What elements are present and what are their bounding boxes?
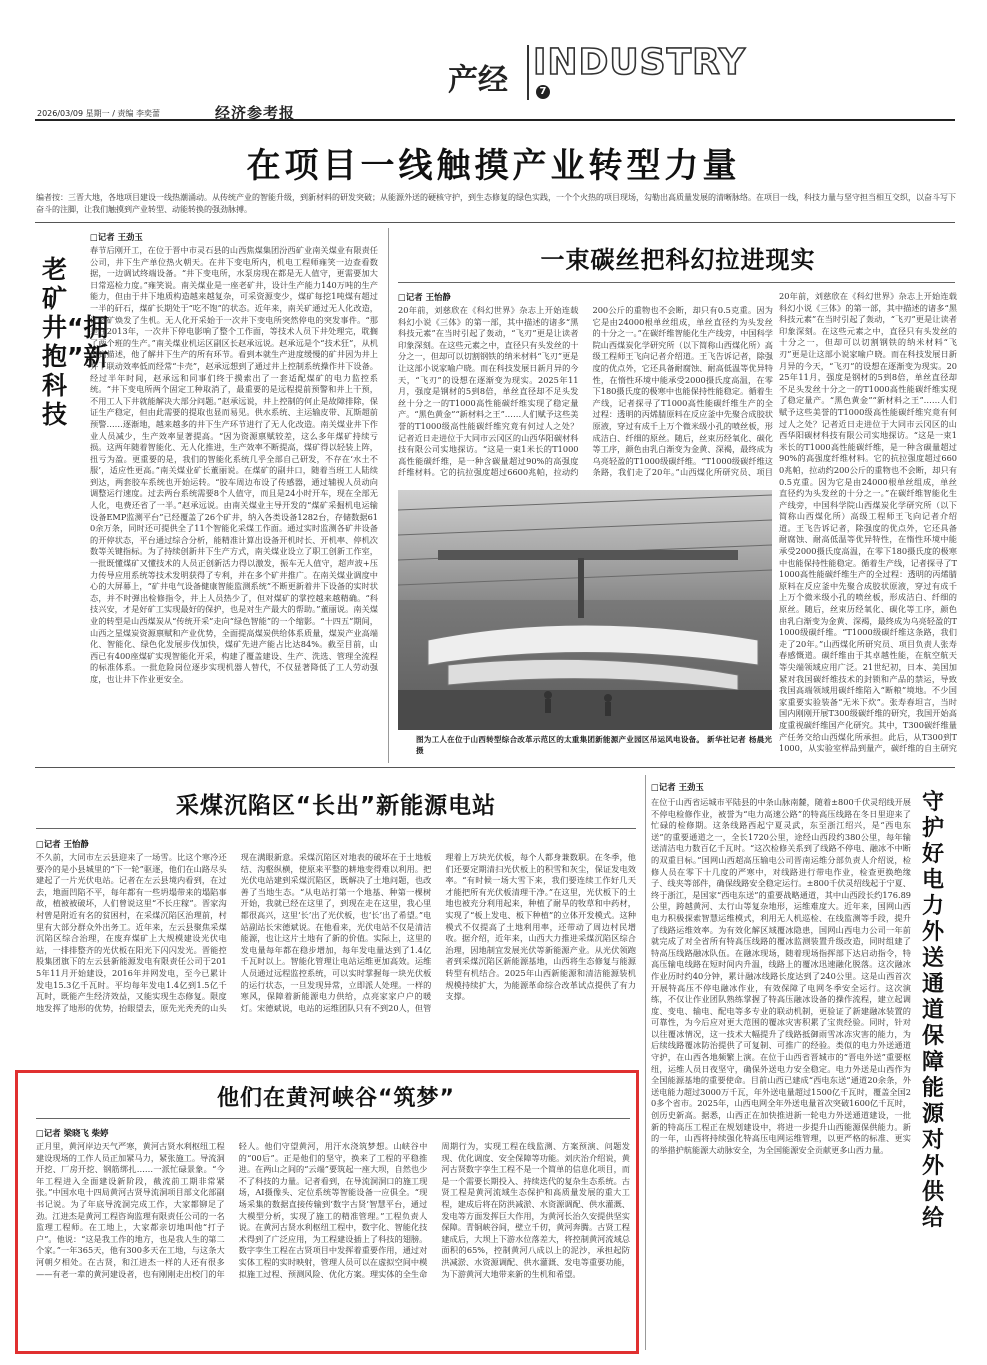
yellowriver-title-rule — [36, 1118, 630, 1119]
article-carbon-title: 一束碳丝把科幻拉进现实 — [540, 246, 816, 274]
article-solar-body: 不久前，大同市左云县迎来了一场雪。比这个寒冷还要冷的是小县城里的“下一轮”驱逐，他们在山路尽头建起了一片光伏电站。记者在左云县境内看到，在过去，地面凹陷不平，每年都有一些坍塌带来的塌陷事故，植被被破坏，人们曾说这里“不长庄稼”。晋家沟村曾是附近有名的贫困村，在采煤沉陷区治理前，村里有大部分群众外出务工。近年来，左云县聚焦采煤沉陷区综合治理，在废弃煤矿上大规模建设光伏电站，一排排整齐的光伏板在阳光下闪闪发光。晋能控股集团旗下的左云县新能源发电有限责任公司于2015年11月开始建设，2016年并网发电，至今已累计发电15.3亿千瓦时。平均每年发电1.4亿到1.5亿千瓦时，既能产生经济效益，又能实现生态修复。限度地发挥了地形的优势，抬眼望去，原先光秃秃的山头现在满眼新意。采煤沉陷区对地表的破坏在于土地板结、沟壑纵横，使原来平整的耕地变得难以利用。把光伏电站建到采煤沉陷区，既解决了土地问题，也改善了当地生态。“从电站打第一个地基、种第一棵树开始，我就已经在这里了，到现在走在这里，我心里都很高兴，这里‘长’出了光伏板，也‘长’出了希望。”电站副站长宋德斌说。在他看来，光伏电站不仅是清洁能源，也让这片土地有了新的价值。实际上，这里的发电量每年都在稳步增加，每年发电量达到了1.4亿千瓦时以上。智能化管理让电站运维更加高效。运维人员通过远程监控系统，可以实时掌握每一块光伏板的运行状态，一旦发现异常，立即派人处理。一样的寒风，保障着新能源电力供给，点亮家家户户的暖灯。宋德斌说，电站的运维团队只有不到20人，但管理着上万块光伏板，每个人都身兼数职。在冬季，他们还要定期清扫光伏板上的积雪和灰尘，保证发电效率。“有时候一场大雪下来，我们要连续工作好几天才能把所有光伏板清理干净。”在这里，光伏板下的土地也被充分利用起来，种植了耐旱的牧草和中药材，实现了“板上发电、板下种植”的立体开发模式。这种模式不仅提高了土地利用率，还带动了周边村民增收。据介绍，近年来，山西大力推进采煤沉陷区综合治理，因地制宜发展光伏等新能源产业。从光伏领跑者到采煤沉陷区新能源基地，山西将生态修复与能源转型有机结合。2025年山西新能源和清洁能源装机规模持续扩大，为能源革命综合改革试点提供了有力支撑。 — [36, 852, 636, 1013]
masthead-rule — [35, 119, 955, 121]
paper-name: 经济参考报 — [215, 104, 296, 122]
section-title-en: INDUSTRY — [533, 42, 746, 83]
carbon-title-rule — [398, 282, 955, 283]
article-mine-body: 春节后刚开工，在位于晋中市灵石县的山西焦煤集团汾西矿业南关煤业有限责任公司，井下生产单位热火朝天。在井下变电所内，机电工程师雍笑一边查看数据，一边调试终端设备。“井下变电所，水泵房现在都是无人值守，更需要加大日常巡检力度。”雍笑说。南关煤业是一座老矿井，设计生产能力140万吨的生产能力，但由于井下地质构造越来越复杂，可采资源变少，煤矿每挖1吨煤有超过一半的矸石，煤矿长期处于“吃不饱”的状态。近年来，南关矿通过无人化改造，让老矿焕发了生机。无人化开采始于一次井下变电所突然停电的突发事件。“那是在2013年，一次井下停电影响了整个工作面，等技术人员下井处理完，耽搁了两个班的生产。”南关煤业机运区副区长赵承远说。赵承远是个“技术狂”，从机电到描述，他了解井下生产的所有环节。看到本就生产进度缓慢的矿井因为井上井下联动效率低而经常“卡壳”，赵承远想到了通过井上控制系统操作井下设备。经过半年时间，赵承远和同事们终于摸索出了一套适配煤矿的电力监控系统。“井下变电所两个固定工种取消了，最重要的是远程提前预警和井上干预，不用工人下井就能解决大部分问题。”赵承远说，井上控制的何止是故障排除，保证生产稳定，但由此需要的提取也显而易见。供水系统、主运输皮带、瓦斯超前预警……逐渐地，越来越多的井下生产环节进行了无人化改造。南关煤业井下作业人员减少，生产效率显著提高。“因为资源禀赋较差，这么多年煤矿持续亏损。这两年随着智能化、无人化推进，生产效率不断提高，煤矿得以轻装上阵，扭亏为盈。更重要的是，我们的智能化系统几乎全部自己研发，不存在‘水土不服’，适应性更高。”南关煤业矿长董丽说。在煤矿的副井口，随着当班工人陆续到达，两套胶车系统也开始运转。“胶车周边布设了传感器，通过辅视人员动向调整运行速度。过去两台系统需要8个人值守，而且是24小时开车，现在全部无人化，电费还省了一半。”赵承远说。由南关煤业主导开发的“煤矿采掘机电运输设备EMP监测平台”已经覆盖了26个矿井，纳入各类设备1282台，存储数据610余万条，同时还可提供全了11个智能化采煤工作面。通过实时监测各矿井设备的开停状态，平台通过综合分析，能精准计算出设备开机时长、开机率、停机次数等关键指标。为了持续创新井下生产方式，南关煤业设立了职工创新工作室，一批既懂煤矿又懂技术的人员正创新活力得以激发，振车无人值守，超声波+压力传导应用系统等技术发明获得了专利，并在多个矿井推广。在南关煤业调度中心的大屏幕上，“矿井电气设备健康智能监测系统”不断更新着井下设备的实时状态，并不时弹出检修指令，井上人员热少了，但对煤矿的掌控越来越精确。“科技兴安，才是好矿工实现最好的保护，也是对生产最大的帮助。”董丽说。南关煤业的转型是山西煤炭从“传统开采”走向“绿色智能”的一个缩影。“十四五”期间，山西之星煤炭资源禀赋和产业优势，全面提高煤炭供给体系质量，煤炭产业高端化、智能化、绿色化发展步伐加快，煤矿先进产能占比达84%。截至目前，山西已有400座煤矿实现智能化开采，构建了覆盖建设、生产、洗选、管理全流程的标准体系。一批危险岗位逐步实现机器人替代，不仅显著降低了工人劳动强度，也让井下作业更安全。 — [90, 245, 378, 684]
article-mine-title: 老矿井“拥抱”新科技 — [42, 255, 109, 429]
article-transmission-title: 守护好电力外送通道 保障能源对外供给 — [922, 790, 945, 1231]
article-transmission-byline: □记者 王劲玉 — [651, 782, 704, 792]
carbon-photo-caption: 图为工人在位于山西转型综合改革示范区的太重集团新能源产业园区吊运风电设备。 新华社记者 杨晨光 摄 — [416, 735, 772, 755]
page-number: 7 — [536, 85, 550, 99]
mid-rule — [35, 767, 955, 768]
article-yellowriver-body: 正月里，黄河岸边天气严寒，黄河古贤水利枢纽工程建设现场的工作人员正加紧马力，紧张施工。导流洞开挖、厂房开挖、钢筋绑扎……一派忙碌景象。“今年工程进入全面建设新阶段，截流前工期非常紧张。”中国水电十四局黄河古贤导流洞项目部文化部副书记说。为了年底导流洞完成工作，大家都铆足了劲。江进杰是黄河工程咨询监理有限责任公司的一名监理工程师。在工地上，大家都亲切地叫他“打子户”。他说：“这是我工作的地方，也是我人生的第二个家。”一年365天，他有300多天在工地，与这条大河朝夕相处。在古贤，和江进杰一样的人还有很多——有老一辈的黄河建设者，也有刚刚走出校门的年轻人。他们守望黄河，用汗水浇筑梦想。山峡谷中的“00后”。正是他们的坚守，换来了工程的平稳推进。在两山之间的“云端”要筑起一座大坝，自然也少不了科技的力量。记者看到，在导流洞洞口的施工现场，AI摄像头、定位系统等智能设备一应俱全。“现场采集的数据直接传输到‘数字古贤’智慧平台，通过大模型分析，实现了施工的精准管理。”工程负责人说。在黄河古贤水利枢纽工程中，数字化、智能化技术得到了广泛应用，为工程建设插上了科技的翅膀。数字孪生工程在古贤项目中发挥着重要作用，通过对实体工程的实时映射，管理人员可以在虚拟空间中模拟施工过程、预测风险、优化方案。理实体的全生命周期行为，实现工程在线监测、方案预演、问题发现、优化调度、安全保障等功能。刘庆治介绍说，黄河古贤数字孪生工程不是一个简单的信息化项目，而是一个需要长期投入、持续迭代的复杂生态系统。古贤工程是黄河流域生态保护和高质量发展的重大工程，建成后将在防洪减淤、水资源调配、供水灌溉、发电等方面发挥巨大作用，为黄河长治久安提供坚实保障。青铜峡谷间，壁立千仞，黄河奔腾。古贤工程建成后，大坝上下游水位落差大，将控制黄河流域总面积的65%，控制黄河八成以上的泥沙，承担起防洪减淤、水资源调配、供水灌溉、发电等重要功能，为下游黄河大地带来新的生机和希望。 — [36, 1141, 630, 1279]
article-transmission-body: 在位于山西省运城市平陆县的中条山脉南麓，随着±800千伏灵绍线开展不停电检修作业，被誉为“电力高速公路”的特高压线路在冬日里迎来了忙碌的检修期。这条线路西起宁夏灵武，东至浙江绍兴，是“西电东送”的重要通道之一，全长1720公里，途经山西段约380公里，每年输送清洁电力数百亿千瓦时。“这次检修关系到了线路不停电、融冰不中断的双重目标。”国网山西超高压输电公司晋南运维分部负责人介绍说，检修人员在零下十几度的严寒中，对线路进行带电作业，检查更换绝缘子、线夹等部件，确保线路安全稳定运行。±800千伏灵绍线起于宁夏、终于浙江，是国家“西电东送”的重要战略通道，其中山西段长约176.89公里，跨越黄河、太行山等复杂地形，运维难度大。近年来，国网山西电力积极探索智慧运维模式，利用无人机巡检、在线监测等手段，提升了线路运维效率。为有效化解区域覆冰隐患，国网山西电力公司一年前就完成了对全省所有特高压线路的覆冰监测装置升级改造，同时组建了特高压线路融冰队伍。在融冰现场，随着现场指挥部下达启动指令，特高压输电线路在短时间内升温，线路上的覆冰迅速融化脱落。这次融冰作业历时约40分钟，累计融冰线路长度达到了240公里。这是山西首次开展特高压不停电融冰作业，有效保障了电网冬季安全运行。这次演练，不仅让作业团队熟练掌握了特高压融冰设备的操作流程，建立起调度、变电、输电、配电等多专业的联动机制，更验证了新建融冰装置的可靠性，为今后应对更大范围的覆冰灾害积累了宝贵经验。同时，针对以往覆冰情况，这一技术大幅提升了线路抵御雨雪冰冻灾害的能力，为后续线路覆冰防治提供了可复制、可推广的经验。类似的电力外送通道守护，在山西各地频繁上演。在位于山西省晋城市的“晋电外送”重要枢纽，运维人员日夜坚守，确保外送电力安全稳定。电力外送是山西作为全国能源基地的重要使命。目前山西已建成“西电东送”通道20余条，外送电能力超过3000万千瓦，年外送电量超过1500亿千瓦时，覆盖全国20多个省市。2025年，山西电网全年外送电量首次突破1600亿千瓦时，创历史新高。据悉，山西正在加快推进新一轮电力外送通道建设，一批新的特高压工程正在规划建设中，将进一步提升山西能源保供能力。新的一年，山西将持续强化特高压电网运维管理，以更严格的标准、更实的举措护航能源大动脉安全，为全国能源安全贡献更多山西力量。 — [651, 797, 911, 1155]
main-title: 在项目一线触摸产业转型力量 — [246, 146, 741, 186]
article-mine-byline: □记者 王劲玉 — [90, 232, 143, 242]
date-line: 2026/03/09 星期一 / 责编 李奕蕾 — [37, 109, 160, 118]
article-yellowriver-title: 他们在黄河峡谷“筑梦” — [217, 1086, 455, 1111]
section-title: 产经 — [448, 63, 508, 98]
editor-note: 编者按：三晋大地，各地项目建设一线热潮涌动。从传统产业的智能升级，到新材料的研发突破；从能源外送的硬核守护，到生态修复的绿色实践，一个个火热的项目现场，勾勒出高质量发展的清晰脉络。在项目一线，科技力量与坚守担当相互交织，以奋斗写下奋斗的注脚，让我们触摸到产业转型、动能转换的强劲脉搏。 — [36, 193, 956, 214]
solar-title-rule — [36, 828, 636, 829]
article-carbon-byline: □记者 王怡静 — [398, 292, 451, 302]
article-carbon-body-b: 20年前，刘慈欣在《科幻世界》杂志上开始连载科幻小说《三体》的第一部，其中描述的诸多“黑科技元素”在当时引起了轰动，“飞刃”更是让读者印象深刻。在这些元素之中，直径只有头发丝的十分之一，但却可以切割钢铁的纳米材料“飞刃”更是让这部小说家喻户晓。而在科技发展日新月异的今天，“飞刃”的设想在逐渐变为现实。2025年11月，强度是钢材的5到8倍，单丝直径却不足头发丝十分之一的T1000高性能碳纤维实现了稳定量产。“黑色黄金”“新材料之王”……人们赋予这些美誉的T1000级高性能碳纤维究竟有何过人之处？记者近日走进位于大同市云冈区的山西华阳碳材科技有限公司实地探访。“这是一束1米长的T1000高性能碳纤维，是一种含碳量超过90%的高强度纤维材料。它的抗拉强度超过6600兆帕，拉动约200公斤的重物也不会断，却只有0.5克重。因为它是由24000根单丝组成，单丝直径约为头发丝的十分之一。”在碳纤维智能化生产线旁，中国科学院山西煤炭化学研究所（以下简称山西煤化所）高级工程师王飞向记者介绍道。王飞告诉记者，除强度的优点外，它还具备耐腐蚀、耐高低温等优异特性，在惰性环境中能承受2000摄氏度高温，在零下180摄氏度的极寒中也能保持性能稳定。循着生产线，记者探寻了T1000高性能碳纤维生产的全过程：透明的丙烯腈原料在反应釜中先聚合成胶状原液，穿过有成千上万个微米级小孔的喷丝板，形成洁白、纤细的原丝。随后，丝束历经氧化、碳化等工序，颜色由乳白渐变为金黄、深褐，最终成为乌亮轻盈的T1000级碳纤维。“T1000级碳纤维这条路，我们走了20年。”山西煤化所研究员、项目负责人张寿春感慨道。碳纤维由于其卓越性能，在航空航天等尖端领域应用广泛。21世纪初，日本、美国加紧对我国碳纤维技术的封锁和产品的禁运，导致我国高端领域用碳纤维陷入“断粮”境地。不少国家重要实验装备“无米下炊”。张寿春坦言，当时国内刚刚开展T300级碳纤维的研究，我国开始高度重视碳纤维国产化研究。其中，T300碳纤维量产任务交给山西煤化所承担。此后，从T300到T1000，从实验室样品到量产，碳纤维的自主研究 — [779, 291, 957, 754]
col-divider — [388, 228, 389, 763]
masthead-divider — [527, 45, 529, 100]
article-solar-title: 采煤沉陷区“长出”新能源电站 — [175, 793, 497, 819]
article-solar-byline: □记者 王怡静 — [36, 839, 89, 849]
article-carbon-body-a: 20年前，刘慈欣在《科幻世界》杂志上开始连载科幻小说《三体》的第一部，其中描述的诸多“黑科技元素”在当时引起了轰动，“飞刃”更是让读者印象深刻。在这些元素之中，直径只有头发丝的十分之一，但却可以切割钢铁的纳米材料“飞刃”更是让这部小说家喻户晓。而在科技发展日新月异的今天，“飞刃”的设想在逐渐变为现实。2025年11月，强度是钢材的5到8倍，单丝直径却不足头发丝十分之一的T1000高性能碳纤维实现了稳定量产。“黑色黄金”“新材料之王”……人们赋予这些美誉的T1000级高性能碳纤维究竟有何过人之处？记者近日走进位于大同市云冈区的山西华阳碳材科技有限公司实地探访。“这是一束1米长的T1000高性能碳纤维，是一种含碳量超过90%的高强度纤维材料。它的抗拉强度超过6600兆帕，拉动约200公斤的重物也不会断，却只有0.5克重。因为它是由24000根单丝组成，单丝直径约为头发丝的十分之一。”在碳纤维智能化生产线旁，中国科学院山西煤炭化学研究所（以下简称山西煤化所）高级工程师王飞向记者介绍道。王飞告诉记者，除强度的优点外，它还具备耐腐蚀、耐高低温等优异特性，在惰性环境中能承受2000摄氏度高温，在零下180摄氏度的极寒中也能保持性能稳定。循着生产线，记者探寻了T1000高性能碳纤维生产的全过程：透明的丙烯腈原料在反应釜中先聚合成胶状原液，穿过有成千上万个微米级小孔的喷丝板，形成洁白、纤细的原丝。随后，丝束历经氧化、碳化等工序，颜色由乳白渐变为金黄、深褐，最终成为乌亮轻盈的T1000级碳纤维。“T1000级碳纤维这条路，我们走了20年。”山西煤化所研究员、项目 — [398, 305, 773, 478]
note-rule — [35, 222, 955, 223]
factory-scene-image — [398, 490, 772, 730]
carbon-photo — [398, 490, 772, 730]
right-col-divider — [645, 775, 646, 1350]
article-yellowriver-byline: □记者 梁晓飞 柴婷 — [36, 1128, 109, 1138]
